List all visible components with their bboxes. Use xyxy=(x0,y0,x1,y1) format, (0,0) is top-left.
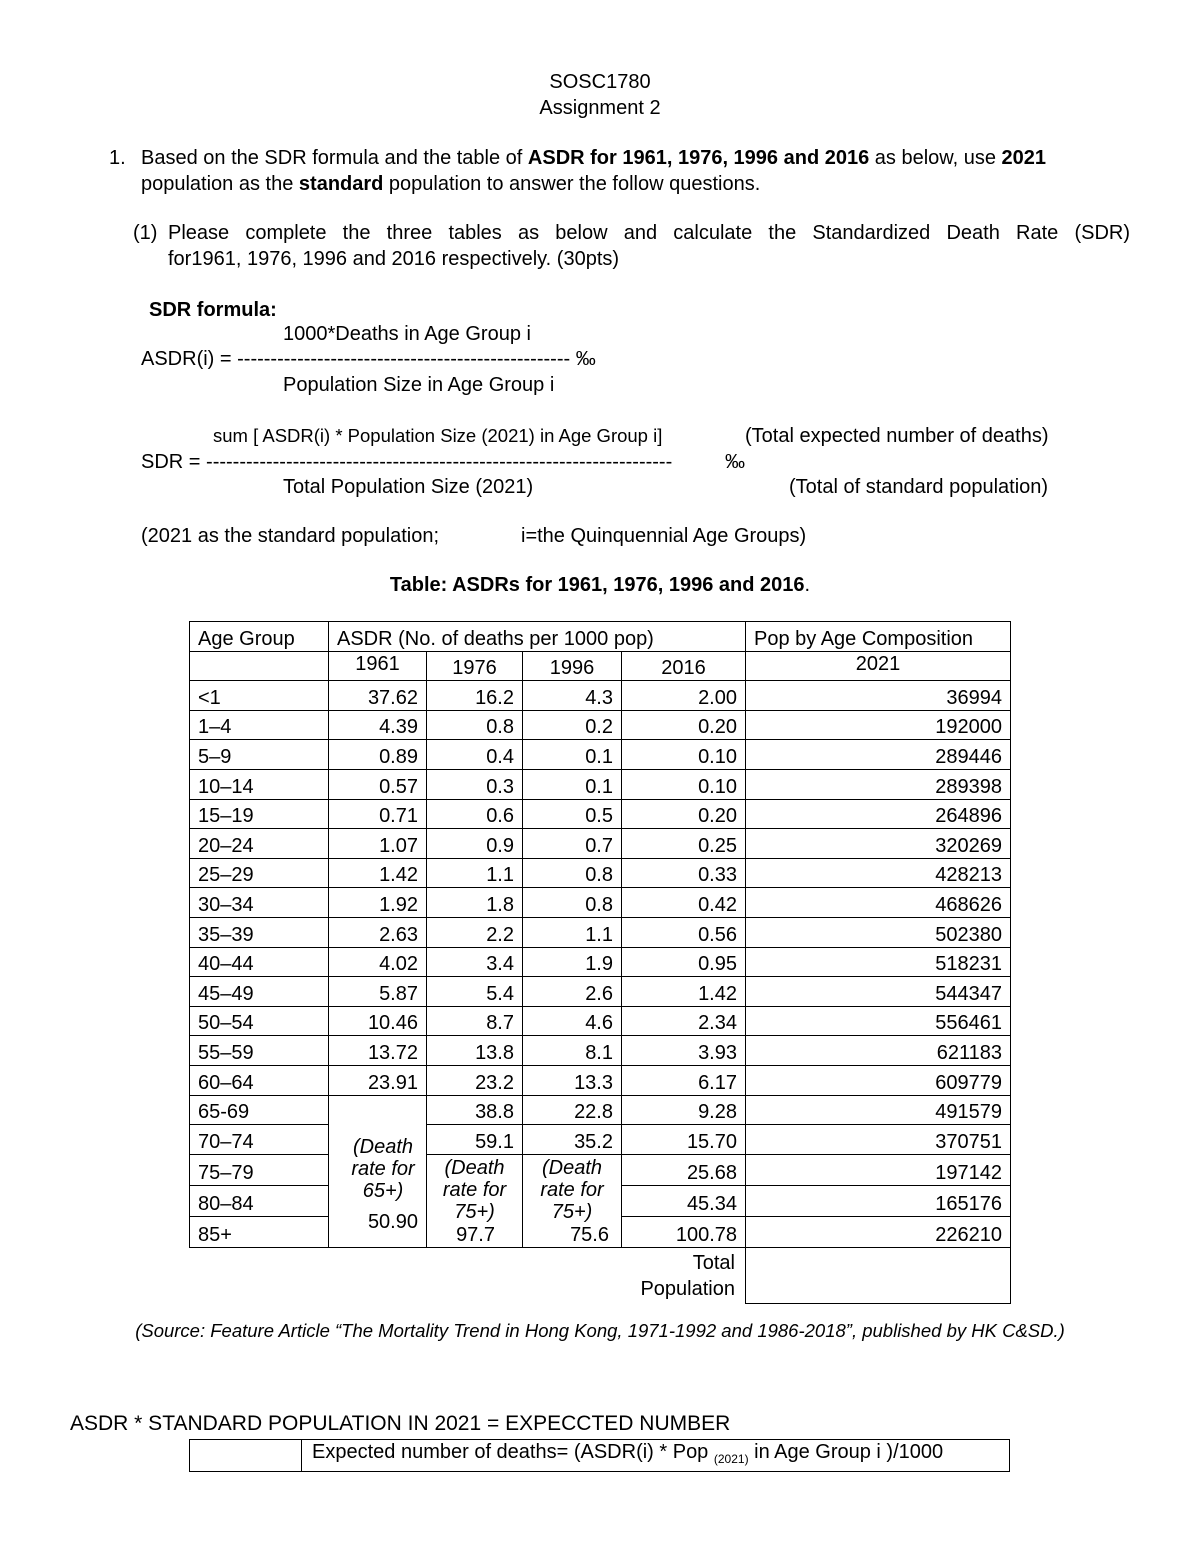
pop-cell: 544347 xyxy=(746,977,1011,1007)
question-line-1: Based on the SDR formula and the table of ASDR for 1961, 1976, 1996 and 2016 as below, use 2021 xyxy=(141,147,1047,169)
pop-cell: 320269 xyxy=(746,829,1011,859)
pop-cell: 428213 xyxy=(746,858,1011,888)
value-1976: 38.8 xyxy=(427,1095,523,1125)
note-1976-cell xyxy=(427,1154,523,1247)
value-2016: 25.68 xyxy=(622,1154,746,1185)
value-1996: 0.5 xyxy=(523,799,622,829)
sub-question-line-2: for1961, 1976, 1996 and 2016 respectively. (30pts) xyxy=(168,248,620,270)
value-2016: 0.20 xyxy=(622,710,746,740)
value-2016: 100.78 xyxy=(622,1216,746,1247)
age-cell: 50–54 xyxy=(190,1006,329,1036)
value-1976: 16.2 xyxy=(427,681,523,711)
total-population-label: Total Population xyxy=(640,1251,735,1300)
pop-cell: 165176 xyxy=(746,1185,1011,1216)
pop-cell: 518231 xyxy=(746,947,1011,977)
value-1976: 3.4 xyxy=(427,947,523,977)
formula-note-groups: i=the Quinquennial Age Groups) xyxy=(521,525,807,547)
pop-cell: 192000 xyxy=(746,710,1011,740)
value-1976: 2.2 xyxy=(427,917,523,947)
note-1976: (Death rate for 75+) xyxy=(442,1156,507,1223)
age-cell: 80–84 xyxy=(190,1185,329,1216)
table-row xyxy=(190,947,1011,977)
course-code: SOSC1780 xyxy=(549,71,651,93)
asdr-denominator: Population Size in Age Group i xyxy=(283,374,555,396)
pop-cell: 556461 xyxy=(746,1006,1011,1036)
value-1976: 5.4 xyxy=(427,977,523,1007)
value-1961: 37.62 xyxy=(329,681,427,711)
age-cell: <1 xyxy=(190,681,329,711)
value-2016: 45.34 xyxy=(622,1185,746,1216)
value-1996: 4.3 xyxy=(523,681,622,711)
value-1976: 0.8 xyxy=(427,710,523,740)
table-row xyxy=(190,769,1011,799)
age-cell: 30–34 xyxy=(190,888,329,918)
table-caption: Table: ASDRs for 1961, 1976, 1996 and 2016. xyxy=(389,574,811,596)
value-1996: 22.8 xyxy=(523,1095,622,1125)
value-1961: 0.89 xyxy=(329,740,427,770)
age-cell: 15–19 xyxy=(190,799,329,829)
note-1996-cell xyxy=(523,1154,622,1247)
sdr-formula-line: SDR = ---------------------------------------------------------------------- xyxy=(141,451,673,473)
header-asdr: ASDR (No. of deaths per 1000 pop) xyxy=(329,622,746,652)
age-cell: 85+ xyxy=(190,1216,329,1247)
value-1961-85: 50.90 xyxy=(367,1211,418,1234)
age-cell: 20–24 xyxy=(190,829,329,859)
value-1996: 35.2 xyxy=(523,1125,622,1155)
value-1996: 0.1 xyxy=(523,769,622,799)
value-1996: 2.6 xyxy=(523,977,622,1007)
pop-cell: 289398 xyxy=(746,769,1011,799)
value-1996: 1.1 xyxy=(523,917,622,947)
sub-question-number: (1) xyxy=(133,222,158,244)
age-cell: 70–74 xyxy=(190,1125,329,1155)
table-row xyxy=(190,1065,1011,1095)
year-1996: 1996 xyxy=(523,651,622,681)
pop-cell: 609779 xyxy=(746,1065,1011,1095)
sdr-note-top: (Total expected number of deaths) xyxy=(745,425,1049,447)
value-1961: 10.46 xyxy=(329,1006,427,1036)
formula-note-standard: (2021 as the standard population; xyxy=(141,525,439,547)
value-1976: 23.2 xyxy=(427,1065,523,1095)
value-1996: 0.7 xyxy=(523,829,622,859)
value-1961: 0.57 xyxy=(329,769,427,799)
value-1996: 4.6 xyxy=(523,1006,622,1036)
expected-header-row xyxy=(190,1440,1010,1472)
value-1961: 23.91 xyxy=(329,1065,427,1095)
question-line-2: population as the standard population to answer the follow questions. xyxy=(141,173,761,195)
year-2016: 2016 xyxy=(622,651,746,681)
asdr-numerator: 1000*Deaths in Age Group i xyxy=(283,323,531,345)
total-population-input[interactable] xyxy=(746,1247,1011,1304)
age-cell: 1–4 xyxy=(190,710,329,740)
table-row xyxy=(190,1036,1011,1066)
table-header-row xyxy=(190,622,1011,652)
table-row xyxy=(190,799,1011,829)
value-1961: 13.72 xyxy=(329,1036,427,1066)
sdr-numerator: sum [ ASDR(i) * Population Size (2021) in Age Group i] xyxy=(213,425,663,446)
table-row xyxy=(190,829,1011,859)
source-note: (Source: Feature Article “The Mortality Trend in Hong Kong, 1971-1992 and 1986-2018”, published by HK C&SD.) xyxy=(135,1320,1065,1341)
pop-cell: 621183 xyxy=(746,1036,1011,1066)
value-1976-85: 97.7 xyxy=(456,1223,495,1246)
table-row xyxy=(190,1095,1011,1125)
table-row xyxy=(190,740,1011,770)
value-2016: 3.93 xyxy=(622,1036,746,1066)
value-1996: 1.9 xyxy=(523,947,622,977)
value-2016: 15.70 xyxy=(622,1125,746,1155)
question-number: 1. xyxy=(109,147,126,169)
pop-cell: 197142 xyxy=(746,1154,1011,1185)
value-1996-85: 75.6 xyxy=(570,1223,609,1246)
value-1976: 0.3 xyxy=(427,769,523,799)
year-1976: 1976 xyxy=(427,651,523,681)
asdr-table xyxy=(189,621,1011,1304)
value-2016: 2.00 xyxy=(622,681,746,711)
value-1996: 0.2 xyxy=(523,710,622,740)
assignment-title: Assignment 2 xyxy=(539,97,661,119)
note-1996: (Death rate for 75+) xyxy=(540,1156,604,1223)
value-2016: 9.28 xyxy=(622,1095,746,1125)
value-1996: 13.3 xyxy=(523,1065,622,1095)
value-1976: 0.6 xyxy=(427,799,523,829)
table-row xyxy=(190,888,1011,918)
pop-cell: 289446 xyxy=(746,740,1011,770)
age-cell: 10–14 xyxy=(190,769,329,799)
table-row xyxy=(190,977,1011,1007)
value-1976: 8.7 xyxy=(427,1006,523,1036)
age-cell: 75–79 xyxy=(190,1154,329,1185)
sdr-denominator: Total Population Size (2021) xyxy=(283,476,534,498)
table-row xyxy=(190,858,1011,888)
year-1961: 1961 xyxy=(329,651,427,681)
value-1961: 4.39 xyxy=(329,710,427,740)
header-age-group: Age Group xyxy=(190,622,329,652)
note-1961-cell xyxy=(329,1095,427,1247)
asdr-formula-line: ASDR(i) = -------------------------------------------------- ‰ xyxy=(141,348,596,370)
value-1996: 8.1 xyxy=(523,1036,622,1066)
value-2016: 6.17 xyxy=(622,1065,746,1095)
table-row xyxy=(190,681,1011,711)
value-1976: 59.1 xyxy=(427,1125,523,1155)
value-2016: 0.25 xyxy=(622,829,746,859)
value-1976: 1.8 xyxy=(427,888,523,918)
age-cell: 40–44 xyxy=(190,947,329,977)
value-1996: 0.8 xyxy=(523,858,622,888)
age-cell: 55–59 xyxy=(190,1036,329,1066)
table-row xyxy=(190,1154,1011,1185)
expected-header: Expected number of deaths= (ASDR(i) * Pop $_{(2021)}$ in Age Group i )/1000 xyxy=(302,1440,1010,1472)
total-row xyxy=(190,1247,1011,1304)
value-2016: 1.42 xyxy=(622,977,746,1007)
value-2016: 0.56 xyxy=(622,917,746,947)
value-2016: 2.34 xyxy=(622,1006,746,1036)
value-2016: 0.10 xyxy=(622,740,746,770)
value-2016: 0.33 xyxy=(622,858,746,888)
header-pop: Pop by Age Composition xyxy=(746,622,1011,652)
value-2016: 0.95 xyxy=(622,947,746,977)
value-1976: 1.1 xyxy=(427,858,523,888)
value-1961: 5.87 xyxy=(329,977,427,1007)
value-2016: 0.10 xyxy=(622,769,746,799)
sdr-note-bottom: (Total of standard population) xyxy=(789,476,1049,498)
pop-cell: 502380 xyxy=(746,917,1011,947)
value-1976: 0.9 xyxy=(427,829,523,859)
value-1961: 1.07 xyxy=(329,829,427,859)
table-row xyxy=(190,1006,1011,1036)
pop-cell: 36994 xyxy=(746,681,1011,711)
pop-year: 2021 xyxy=(746,651,1011,681)
table-row xyxy=(190,1125,1011,1155)
age-cell: 25–29 xyxy=(190,858,329,888)
pop-cell: 226210 xyxy=(746,1216,1011,1247)
expected-title: ASDR * STANDARD POPULATION IN 2021 = EXPECCTED NUMBER xyxy=(70,1412,731,1435)
value-2016: 0.20 xyxy=(622,799,746,829)
age-cell: 45–49 xyxy=(190,977,329,1007)
value-1976: 0.4 xyxy=(427,740,523,770)
expected-table xyxy=(189,1439,1010,1472)
value-1961: 1.42 xyxy=(329,858,427,888)
age-cell: 60–64 xyxy=(190,1065,329,1095)
table-row xyxy=(190,917,1011,947)
age-cell: 5–9 xyxy=(190,740,329,770)
value-1961: 2.63 xyxy=(329,917,427,947)
pop-cell: 264896 xyxy=(746,799,1011,829)
pop-cell: 468626 xyxy=(746,888,1011,918)
pop-cell: 370751 xyxy=(746,1125,1011,1155)
sub-question-line-1: Please complete the three tables as below and calculate the Standardized Death Rate (SDR) xyxy=(168,222,1130,244)
value-1961: 1.92 xyxy=(329,888,427,918)
table-row xyxy=(190,710,1011,740)
age-cell: 35–39 xyxy=(190,917,329,947)
expected-empty-cell[interactable] xyxy=(190,1440,302,1472)
value-1976: 13.8 xyxy=(427,1036,523,1066)
value-1996: 0.8 xyxy=(523,888,622,918)
table-years-row xyxy=(190,651,1011,681)
formula-title: SDR formula: xyxy=(149,299,277,321)
sdr-unit: ‰ xyxy=(725,451,745,473)
pop-cell: 491579 xyxy=(746,1095,1011,1125)
value-1996: 0.1 xyxy=(523,740,622,770)
value-1961: 0.71 xyxy=(329,799,427,829)
value-1961: 4.02 xyxy=(329,947,427,977)
value-2016: 0.42 xyxy=(622,888,746,918)
age-cell: 65-69 xyxy=(190,1095,329,1125)
note-1961: (Death rate for 65+) xyxy=(351,1136,415,1203)
